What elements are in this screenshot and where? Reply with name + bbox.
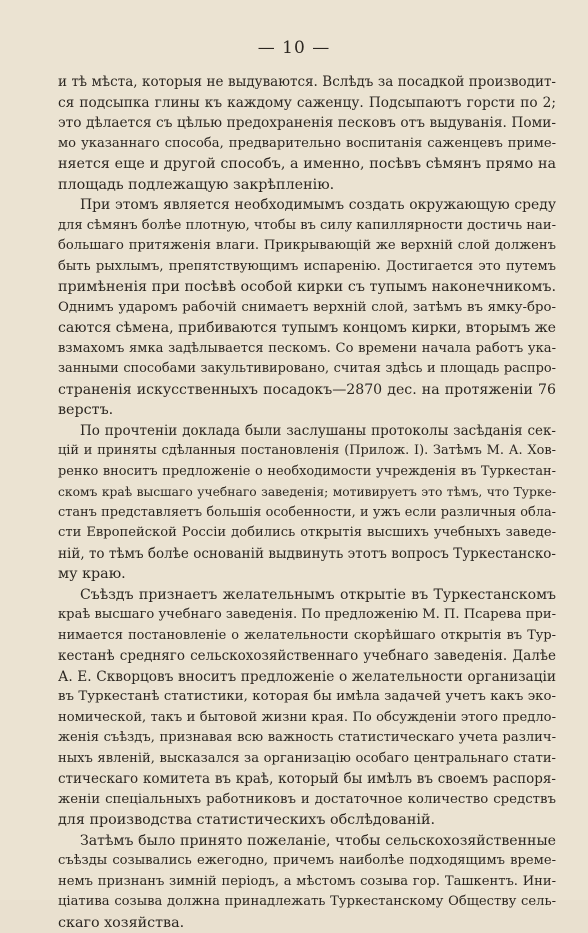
text-line: немъ признанъ зимній періодъ, а мѣстомъ созыва гор. Ташкентъ. Ини- (58, 872, 556, 893)
text-line: для сѣмянъ болѣе плотную, чтобы въ силу капиллярности достичь наи- (58, 216, 556, 237)
text-line: верстъ. (58, 400, 556, 421)
text-line: быть рыхлымъ, препятствующимъ испаренію. Достигается это путемъ (58, 257, 556, 278)
text-line: и тѣ мѣста, которыя не выдуваются. Вслѣдъ за посадкой производит- (58, 72, 556, 93)
text-line: му краю. (58, 564, 556, 585)
text-line: въ Туркестанѣ статистики, которая бы имѣла задачей учетъ какъ эко- (58, 687, 556, 708)
text-line: Однимъ ударомъ рабочій снимаетъ верхній слой, затѣмъ въ ямку-бро- (58, 298, 556, 319)
text-line: номической, такъ и бытовой жизни края. По обсужденіи этого предло- (58, 708, 556, 729)
page-body-text (58, 72, 556, 933)
text-line: съѣзды созывались ежегодно, причемъ наиболѣе подходящимъ време- (58, 851, 556, 872)
text-line: По прочтеніи доклада были заслушаны протоколы засѣданія сек- (58, 421, 556, 442)
text-line: женія съѣздъ, признавая всю важность статистическаго учета различ- (58, 728, 556, 749)
text-line: саются сѣмена, прибиваются тупымъ концомъ кирки, вторымъ же (58, 318, 556, 339)
text-line: женіи спеціальныхъ работниковъ и достаточное количество средствъ (58, 790, 556, 811)
text-line: скомъ краѣ высшаго учебнаго заведенія; мотивируетъ это тѣмъ, что Турке- (58, 482, 556, 503)
text-line: ся подсыпка глины къ каждому саженцу. Подсыпаютъ горсти по 2; (58, 93, 556, 114)
text-line: ренко вноситъ предложеніе о необходимости учрежденія въ Туркестан- (58, 462, 556, 483)
text-line: примѣненія при посѣвѣ особой кирки съ тупымъ наконечникомъ. (58, 277, 556, 298)
text-line: это дѣлается съ цѣлью предохраненія песковъ отъ выдуванія. Поми- (58, 113, 556, 134)
text-line: цій и приняты сдѣланныя постановленія (Прилож. I). Затѣмъ М. А. Хов- (58, 441, 556, 462)
text-line: страненія искусственныхъ посадокъ—2870 дес. на протяженіи 76 (58, 380, 556, 401)
text-line: сти Европейской Россіи добились открытія высшихъ учебныхъ заведе- (58, 523, 556, 544)
text-line: При этомъ является необходимымъ создать окружающую среду (58, 195, 556, 216)
text-line: краѣ высшаго учебнаго заведенія. По предложенію М. П. Псарева при- (58, 605, 556, 626)
text-line: Съѣздъ признаетъ желательнымъ открытіе въ Туркестанскомъ (58, 585, 556, 606)
text-line: скаго хозяйства. (58, 913, 556, 933)
text-line: ній, то тѣмъ болѣе основаній выдвинуть этотъ вопросъ Туркестанско- (58, 544, 556, 565)
text-line: кестанѣ средняго сельскохозяйственнаго учебнаго заведенія. Далѣе (58, 646, 556, 667)
page-number: — 10 — (0, 38, 588, 58)
text-line: занными способами закультивировано, считая здѣсь и площадь распро- (58, 359, 556, 380)
text-line: станъ представляетъ большія особенности, и ужъ если различныя обла- (58, 503, 556, 524)
text-line: ціатива созыва должна принадлежать Туркестанскому Обществу сель- (58, 892, 556, 913)
text-line: А. Е. Скворцовъ вноситъ предложеніе о желательности организаціи (58, 667, 556, 688)
text-line: для производства статистическихъ обслѣдованій. (58, 810, 556, 831)
text-line: нимается постановленіе о желательности скорѣйшаго открытія въ Тур- (58, 626, 556, 647)
text-line: взмахомъ ямка задѣлывается пескомъ. Со времени начала работъ ука- (58, 339, 556, 360)
text-line: стическаго комитета въ краѣ, который бы имѣлъ въ своемъ распоря- (58, 769, 556, 790)
text-line: няется еще и другой способъ, а именно, посѣвъ сѣмянъ прямо на (58, 154, 556, 175)
text-line: Затѣмъ было принято пожеланіе, чтобы сельскохозяйственные (58, 831, 556, 852)
text-line: площадь подлежащую закрѣпленію. (58, 175, 556, 196)
text-line: большаго притяженія влаги. Прикрывающій же верхній слой долженъ (58, 236, 556, 257)
text-line: мо указаннаго способа, предварительно воспитанія саженцевъ приме- (58, 134, 556, 155)
text-line: ныхъ явленій, высказался за организацію особаго центральнаго стати- (58, 749, 556, 770)
